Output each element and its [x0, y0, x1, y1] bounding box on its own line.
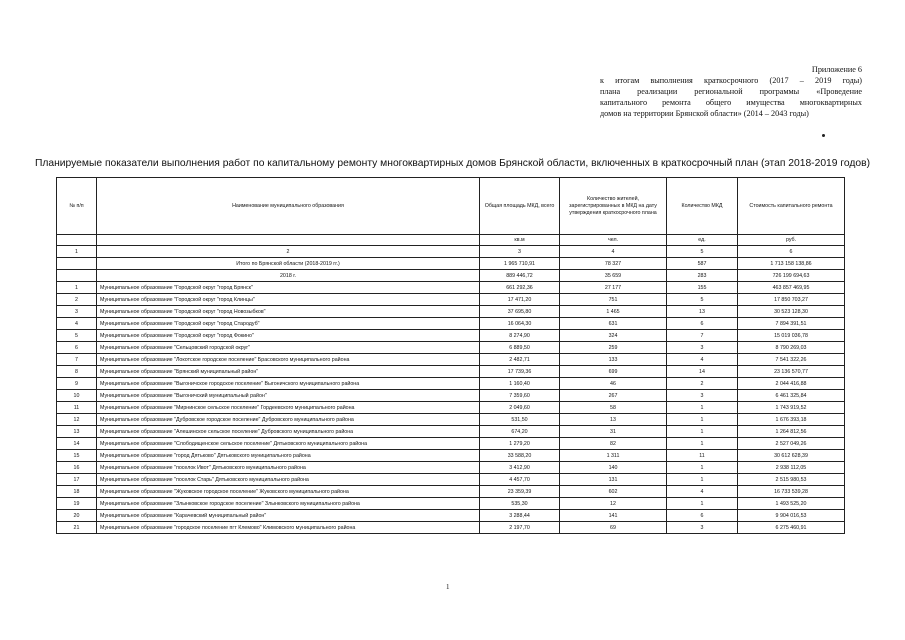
table-row: [57, 390, 845, 402]
row-count: 7: [667, 330, 738, 342]
row-number: 21: [57, 522, 97, 534]
table-row: [57, 330, 845, 342]
row-area: 3 412,90: [480, 462, 560, 474]
table-row: [57, 294, 845, 306]
table-row: [57, 306, 845, 318]
column-numbers-row: [57, 246, 845, 258]
total-cost: 1 713 158 138,86: [738, 258, 845, 270]
total-residents: 78 327: [560, 258, 667, 270]
row-number: 17: [57, 474, 97, 486]
row-cost: 2 044 416,88: [738, 378, 845, 390]
header-residents: Количество жителей, зарегистрированных в МКД на дату утверждения краткосрочного плана: [560, 178, 667, 235]
row-residents: 31: [560, 426, 667, 438]
row-count: 1: [667, 438, 738, 450]
row-cost: 1 743 919,52: [738, 402, 845, 414]
row-count: 4: [667, 486, 738, 498]
row-name: Муниципальное образование "поселок Старь" Дятьковского муниципального района: [97, 474, 480, 486]
row-area: 1 279,20: [480, 438, 560, 450]
table-row: [57, 342, 845, 354]
row-number: 14: [57, 438, 97, 450]
row-name: Муниципальное образование "Локотское городское поселение" Брасовского муниципального района: [97, 354, 480, 366]
row-number: 4: [57, 318, 97, 330]
row-name: Муниципальное образование "Мирнинское сельское поселение" Гордеевского муниципального района: [97, 402, 480, 414]
row-cost: 463 857 469,95: [738, 282, 845, 294]
row-name: Муниципальное образование "Городской округ "город Фокино": [97, 330, 480, 342]
row-number: 2: [57, 294, 97, 306]
row-area: 37 695,80: [480, 306, 560, 318]
row-area: 674,20: [480, 426, 560, 438]
row-name: Муниципальное образование "Городской округ "город Брянск": [97, 282, 480, 294]
row-area: 661 292,36: [480, 282, 560, 294]
row-area: 6 889,50: [480, 342, 560, 354]
bullet-mark: [822, 134, 825, 137]
appendix-line: к итогам выполнения краткосрочного (2017 – 2019 годы): [600, 76, 862, 85]
col-number: 1: [57, 246, 97, 258]
units-row: [57, 235, 845, 246]
header-area: Общая площадь МКД, всего: [480, 178, 560, 235]
header-cost: Стоимость капитального ремонта: [738, 178, 845, 235]
row-cost: 30 523 128,30: [738, 306, 845, 318]
year-residents: 35 659: [560, 270, 667, 282]
table-row: [57, 354, 845, 366]
row-name: Муниципальное образование "поселок Ивот" Дятьковского муниципального района: [97, 462, 480, 474]
row-name: Муниципальное образование "Выгоничский муниципальный район": [97, 390, 480, 402]
row-count: 13: [667, 306, 738, 318]
row-cost: 15 019 036,78: [738, 330, 845, 342]
row-cost: 2 938 112,05: [738, 462, 845, 474]
row-cost: 23 136 570,77: [738, 366, 845, 378]
table-row: [57, 414, 845, 426]
row-cost: 1 493 525,20: [738, 498, 845, 510]
row-count: 1: [667, 426, 738, 438]
row-area: 2 482,71: [480, 354, 560, 366]
row-name: Муниципальное образование "Городской округ "город Стародуб": [97, 318, 480, 330]
row-number: 20: [57, 510, 97, 522]
row-residents: 751: [560, 294, 667, 306]
row-number: 7: [57, 354, 97, 366]
row-name: Муниципальное образование "город Дятьково" Дятьковского муниципального района: [97, 450, 480, 462]
row-cost: 2 515 980,53: [738, 474, 845, 486]
appendix-line: плана реализации региональной программы «Проведение: [600, 87, 862, 96]
unit-cost: руб.: [738, 235, 845, 246]
table-row: [57, 486, 845, 498]
row-count: 1: [667, 414, 738, 426]
row-number: 19: [57, 498, 97, 510]
col-number: 4: [560, 246, 667, 258]
year-count: 283: [667, 270, 738, 282]
row-cost: 16 733 539,28: [738, 486, 845, 498]
row-area: 2 049,60: [480, 402, 560, 414]
row-residents: 1 311: [560, 450, 667, 462]
table-row: [57, 474, 845, 486]
table-row: [57, 498, 845, 510]
total-label: Итого по Брянской области (2018-2019 гг.): [97, 258, 480, 270]
appendix-line: домов на территории Брянской области» (2014 – 2043 годы): [600, 109, 809, 118]
row-residents: 631: [560, 318, 667, 330]
row-count: 5: [667, 294, 738, 306]
row-residents: 12: [560, 498, 667, 510]
col-number: 3: [480, 246, 560, 258]
row-cost: 7 541 322,26: [738, 354, 845, 366]
row-name: Муниципальное образование "городское поселение пгт Клемово" Климовского муниципального района: [97, 522, 480, 534]
year-cost: 726 199 694,63: [738, 270, 845, 282]
total-count: 587: [667, 258, 738, 270]
row-residents: 82: [560, 438, 667, 450]
row-residents: 602: [560, 486, 667, 498]
row-area: 17 471,20: [480, 294, 560, 306]
col-number: 5: [667, 246, 738, 258]
row-number: 6: [57, 342, 97, 354]
row-name: Муниципальное образование "Сельцовский городской округ": [97, 342, 480, 354]
row-cost: 17 850 703,27: [738, 294, 845, 306]
row-count: 11: [667, 450, 738, 462]
row-cost: 8 790 269,03: [738, 342, 845, 354]
row-residents: 140: [560, 462, 667, 474]
row-cost: 6 461 325,84: [738, 390, 845, 402]
row-number: 5: [57, 330, 97, 342]
row-count: 3: [667, 390, 738, 402]
row-count: 1: [667, 402, 738, 414]
row-residents: 259: [560, 342, 667, 354]
row-count: 3: [667, 522, 738, 534]
table-row: [57, 378, 845, 390]
row-cost: 2 527 049,26: [738, 438, 845, 450]
table-row: [57, 318, 845, 330]
appendix-note: [600, 64, 862, 119]
unit-residents: чел.: [560, 235, 667, 246]
header-name: Наименование муниципального образования: [97, 178, 480, 235]
row-area: 8 274,90: [480, 330, 560, 342]
row-number: 11: [57, 402, 97, 414]
row-residents: 324: [560, 330, 667, 342]
row-number: 8: [57, 366, 97, 378]
row-cost: 1 264 812,56: [738, 426, 845, 438]
row-area: 4 457,70: [480, 474, 560, 486]
row-name: Муниципальное образование "Алешинское сельское поселение" Дубровского муниципального района: [97, 426, 480, 438]
row-count: 1: [667, 498, 738, 510]
row-residents: 267: [560, 390, 667, 402]
row-area: 1 160,40: [480, 378, 560, 390]
unit-count: ед.: [667, 235, 738, 246]
row-number: 18: [57, 486, 97, 498]
indicators-table: [56, 177, 845, 534]
row-count: 3: [667, 342, 738, 354]
row-number: 10: [57, 390, 97, 402]
row-area: 7 359,60: [480, 390, 560, 402]
row-area: 531,50: [480, 414, 560, 426]
table-row: [57, 450, 845, 462]
document-title: Планируемые показатели выполнения работ по капитальному ремонту многоквартирных домов Брянской области, включенных в краткосрочный план (этап 2018-2019 годов): [34, 158, 871, 169]
row-residents: 141: [560, 510, 667, 522]
table-row: [57, 510, 845, 522]
col-number: 2: [97, 246, 480, 258]
row-residents: 58: [560, 402, 667, 414]
row-cost: 30 612 628,39: [738, 450, 845, 462]
row-name: Муниципальное образование "Слободищенское сельское поселение" Дятьковского муниципального района: [97, 438, 480, 450]
row-residents: 131: [560, 474, 667, 486]
row-count: 155: [667, 282, 738, 294]
row-count: 1: [667, 462, 738, 474]
row-number: 16: [57, 462, 97, 474]
year-area: 889 446,72: [480, 270, 560, 282]
row-count: 6: [667, 318, 738, 330]
table-row: [57, 426, 845, 438]
row-count: 14: [667, 366, 738, 378]
row-name: Муниципальное образование "Брянский муниципальный район": [97, 366, 480, 378]
row-name: Муниципальное образование "Выгоничское городское поселение" Выгоничского муниципального района: [97, 378, 480, 390]
row-area: 33 588,20: [480, 450, 560, 462]
row-number: 15: [57, 450, 97, 462]
table-row: [57, 366, 845, 378]
year-label: 2018 г.: [97, 270, 480, 282]
table-row: [57, 522, 845, 534]
row-cost: 1 676 393,18: [738, 414, 845, 426]
table-row: [57, 462, 845, 474]
appendix-line: капитального ремонта общего имущества многоквартирных: [600, 98, 862, 107]
row-number: 9: [57, 378, 97, 390]
row-count: 2: [667, 378, 738, 390]
row-count: 1: [667, 474, 738, 486]
col-number: 6: [738, 246, 845, 258]
header-row: [57, 178, 845, 235]
row-number: 12: [57, 414, 97, 426]
row-count: 6: [667, 510, 738, 522]
row-name: Муниципальное образование "Жуковское городское поселение" Жуковского муниципального района: [97, 486, 480, 498]
row-name: Муниципальное образование "Злынковское городское поселение" Злынковского муниципального района: [97, 498, 480, 510]
header-count: Количество МКД: [667, 178, 738, 235]
row-residents: 133: [560, 354, 667, 366]
appendix-title: Приложение 6: [811, 65, 862, 74]
table-row: [57, 282, 845, 294]
row-cost: 6 275 460,91: [738, 522, 845, 534]
page-number: 1: [446, 583, 450, 591]
row-residents: 69: [560, 522, 667, 534]
row-cost: 7 894 391,51: [738, 318, 845, 330]
row-name: Муниципальное образование "Дубровское городское поселение" Дубровского муниципального района: [97, 414, 480, 426]
row-area: 2 197,70: [480, 522, 560, 534]
row-residents: 27 177: [560, 282, 667, 294]
row-number: 3: [57, 306, 97, 318]
row-residents: 13: [560, 414, 667, 426]
row-count: 4: [667, 354, 738, 366]
table-row: [57, 438, 845, 450]
row-area: 3 288,44: [480, 510, 560, 522]
row-residents: 46: [560, 378, 667, 390]
total-area: 1 965 710,91: [480, 258, 560, 270]
row-area: 16 064,30: [480, 318, 560, 330]
row-number: 13: [57, 426, 97, 438]
row-name: Муниципальное образование "Карачевский муниципальный район": [97, 510, 480, 522]
row-area: 23 359,39: [480, 486, 560, 498]
row-area: 535,30: [480, 498, 560, 510]
table-row: [57, 402, 845, 414]
unit-area: кв.м: [480, 235, 560, 246]
row-name: Муниципальное образование "Городской округ "город Новозыбков": [97, 306, 480, 318]
row-name: Муниципальное образование "Городской округ "город Клинцы": [97, 294, 480, 306]
row-area: 17 739,36: [480, 366, 560, 378]
row-residents: 699: [560, 366, 667, 378]
year-row: [57, 270, 845, 282]
row-number: 1: [57, 282, 97, 294]
header-number: № п/п: [57, 178, 97, 235]
row-cost: 9 904 016,53: [738, 510, 845, 522]
total-row: [57, 258, 845, 270]
row-residents: 1 465: [560, 306, 667, 318]
